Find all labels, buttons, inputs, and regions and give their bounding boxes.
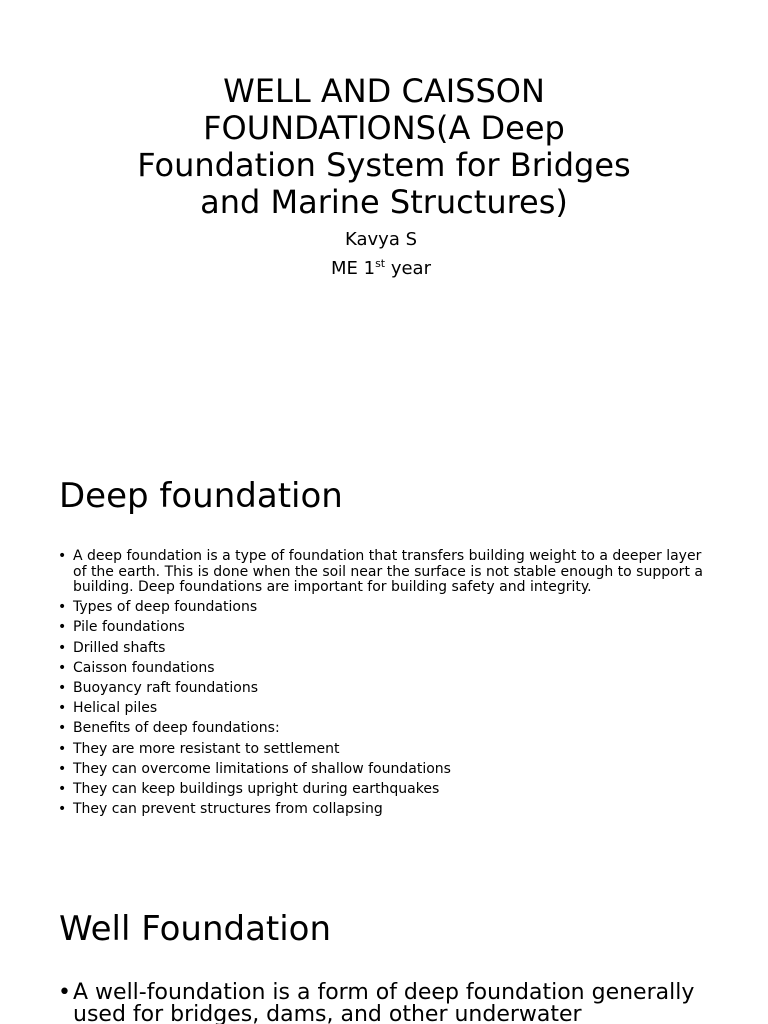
list-item [58, 600, 718, 616]
slide-heading: Deep foundation [59, 476, 343, 516]
slide-heading: Well Foundation [59, 909, 332, 949]
list-item [58, 701, 718, 717]
list-item [58, 721, 718, 737]
list-item [58, 549, 718, 596]
bullet-list [58, 549, 718, 822]
list-item [58, 782, 718, 798]
bullet-icon: • [58, 639, 67, 656]
deep-foundation-slide [0, 432, 768, 864]
bullet-icon: • [58, 720, 67, 737]
list-item [58, 661, 718, 677]
list-item-text: Types of deep foundations [73, 599, 258, 616]
author-name: Kavya S [345, 229, 417, 250]
list-item [58, 620, 718, 636]
list-item [58, 802, 718, 818]
bullet-icon: • [58, 548, 67, 564]
list-item-text: Buoyancy raft foundations [73, 679, 258, 696]
bullet-icon: • [58, 599, 67, 616]
year-prefix: ME 1 [330, 258, 376, 279]
list-item-text: They can overcome limitations of shallow foundations [73, 760, 451, 777]
bullet-list [58, 982, 738, 1024]
bullet-icon: • [58, 659, 67, 676]
list-item [58, 762, 718, 778]
list-item-text: Caisson foundations [73, 659, 215, 676]
presentation-title: WELL AND CAISSON FOUNDATIONS(A Deep Foundation System for Bridges and Marine Structures) [137, 72, 631, 221]
list-item-text: Benefits of deep foundations: [73, 720, 280, 737]
list-item-text: A deep foundation is a type of foundation that transfers building weight to a deeper layer of the earth. This is done when the soil near the surface is not stable enough to support a building. Deep foundations are important for building safety and integrity. [73, 548, 703, 595]
year-superscript: st [375, 257, 386, 270]
list-item-text: Helical piles [73, 700, 158, 717]
list-item [58, 681, 718, 697]
bullet-icon: • [58, 619, 67, 636]
list-item-text: Pile foundations [73, 619, 185, 636]
bullet-icon: • [58, 700, 67, 717]
list-item-text: Drilled shafts [73, 639, 166, 656]
list-item [58, 982, 738, 1024]
list-item [58, 641, 718, 657]
list-item-text: They can prevent structures from collapsing [73, 801, 383, 818]
list-item-text: They can keep buildings upright during earthquakes [73, 780, 440, 797]
title-slide [0, 0, 768, 432]
well-foundation-slide [0, 864, 768, 1024]
bullet-icon: • [58, 740, 67, 757]
list-item-text: They are more resistant to settlement [73, 740, 340, 757]
bullet-icon: • [58, 780, 67, 797]
bullet-icon: • [58, 760, 67, 777]
list-item [58, 742, 718, 758]
list-item-text: A well-foundation is a form of deep foundation generally used for bridges, dams, and other underwater [73, 980, 695, 1024]
bullet-icon: • [58, 801, 67, 818]
author-year [0, 258, 762, 279]
year-suffix: year [385, 258, 431, 279]
bullet-icon: • [58, 980, 71, 1005]
bullet-icon: • [58, 679, 67, 696]
